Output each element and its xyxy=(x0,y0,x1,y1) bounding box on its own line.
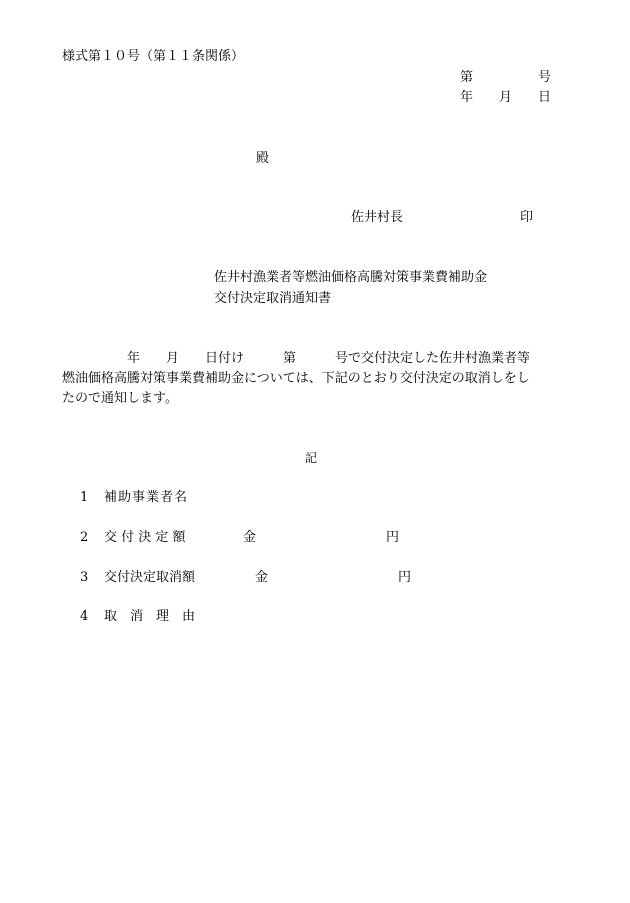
item-number: 3 xyxy=(80,570,89,585)
body-line-2: 燃油価格高騰対策事業費補助金については、下記のとおり交付決定の取消しをし xyxy=(62,371,530,386)
item-value-cancelled-amount: 金 円 xyxy=(255,570,412,585)
form-label: 様式第１０号（第１１条関係） xyxy=(62,49,245,64)
item-number: 1 xyxy=(80,490,89,505)
sender-line: 佐井村長 印 xyxy=(351,210,534,225)
item-number: 4 xyxy=(80,609,89,624)
item-label-cancelled-amount: 交付決定取消額 xyxy=(104,570,196,585)
addressee: 殿 xyxy=(256,151,270,166)
title-line-2: 交付決定取消通知書 xyxy=(214,291,332,306)
body-line-1: 年 月 日付け 第 号で交付決定した佐井村漁業者等 xyxy=(62,351,531,366)
item-label-grant-amount: 交 付 決 定 額 xyxy=(104,530,186,545)
item-label-applicant: 補助事業者名 xyxy=(104,490,189,505)
body-paragraph xyxy=(62,349,564,409)
item-value-grant-amount: 金 円 xyxy=(243,530,400,545)
ki-heading: 記 xyxy=(305,451,318,465)
document-date: 年 月 日 xyxy=(460,90,552,105)
document-number: 第 号 xyxy=(460,70,552,85)
body-line-3: たので通知します。 xyxy=(62,391,178,406)
item-number: 2 xyxy=(80,530,89,545)
item-label-reason: 取 消 理 由 xyxy=(104,609,196,624)
title-line-1: 佐井村漁業者等燃油価格高騰対策事業費補助金 xyxy=(214,270,488,285)
